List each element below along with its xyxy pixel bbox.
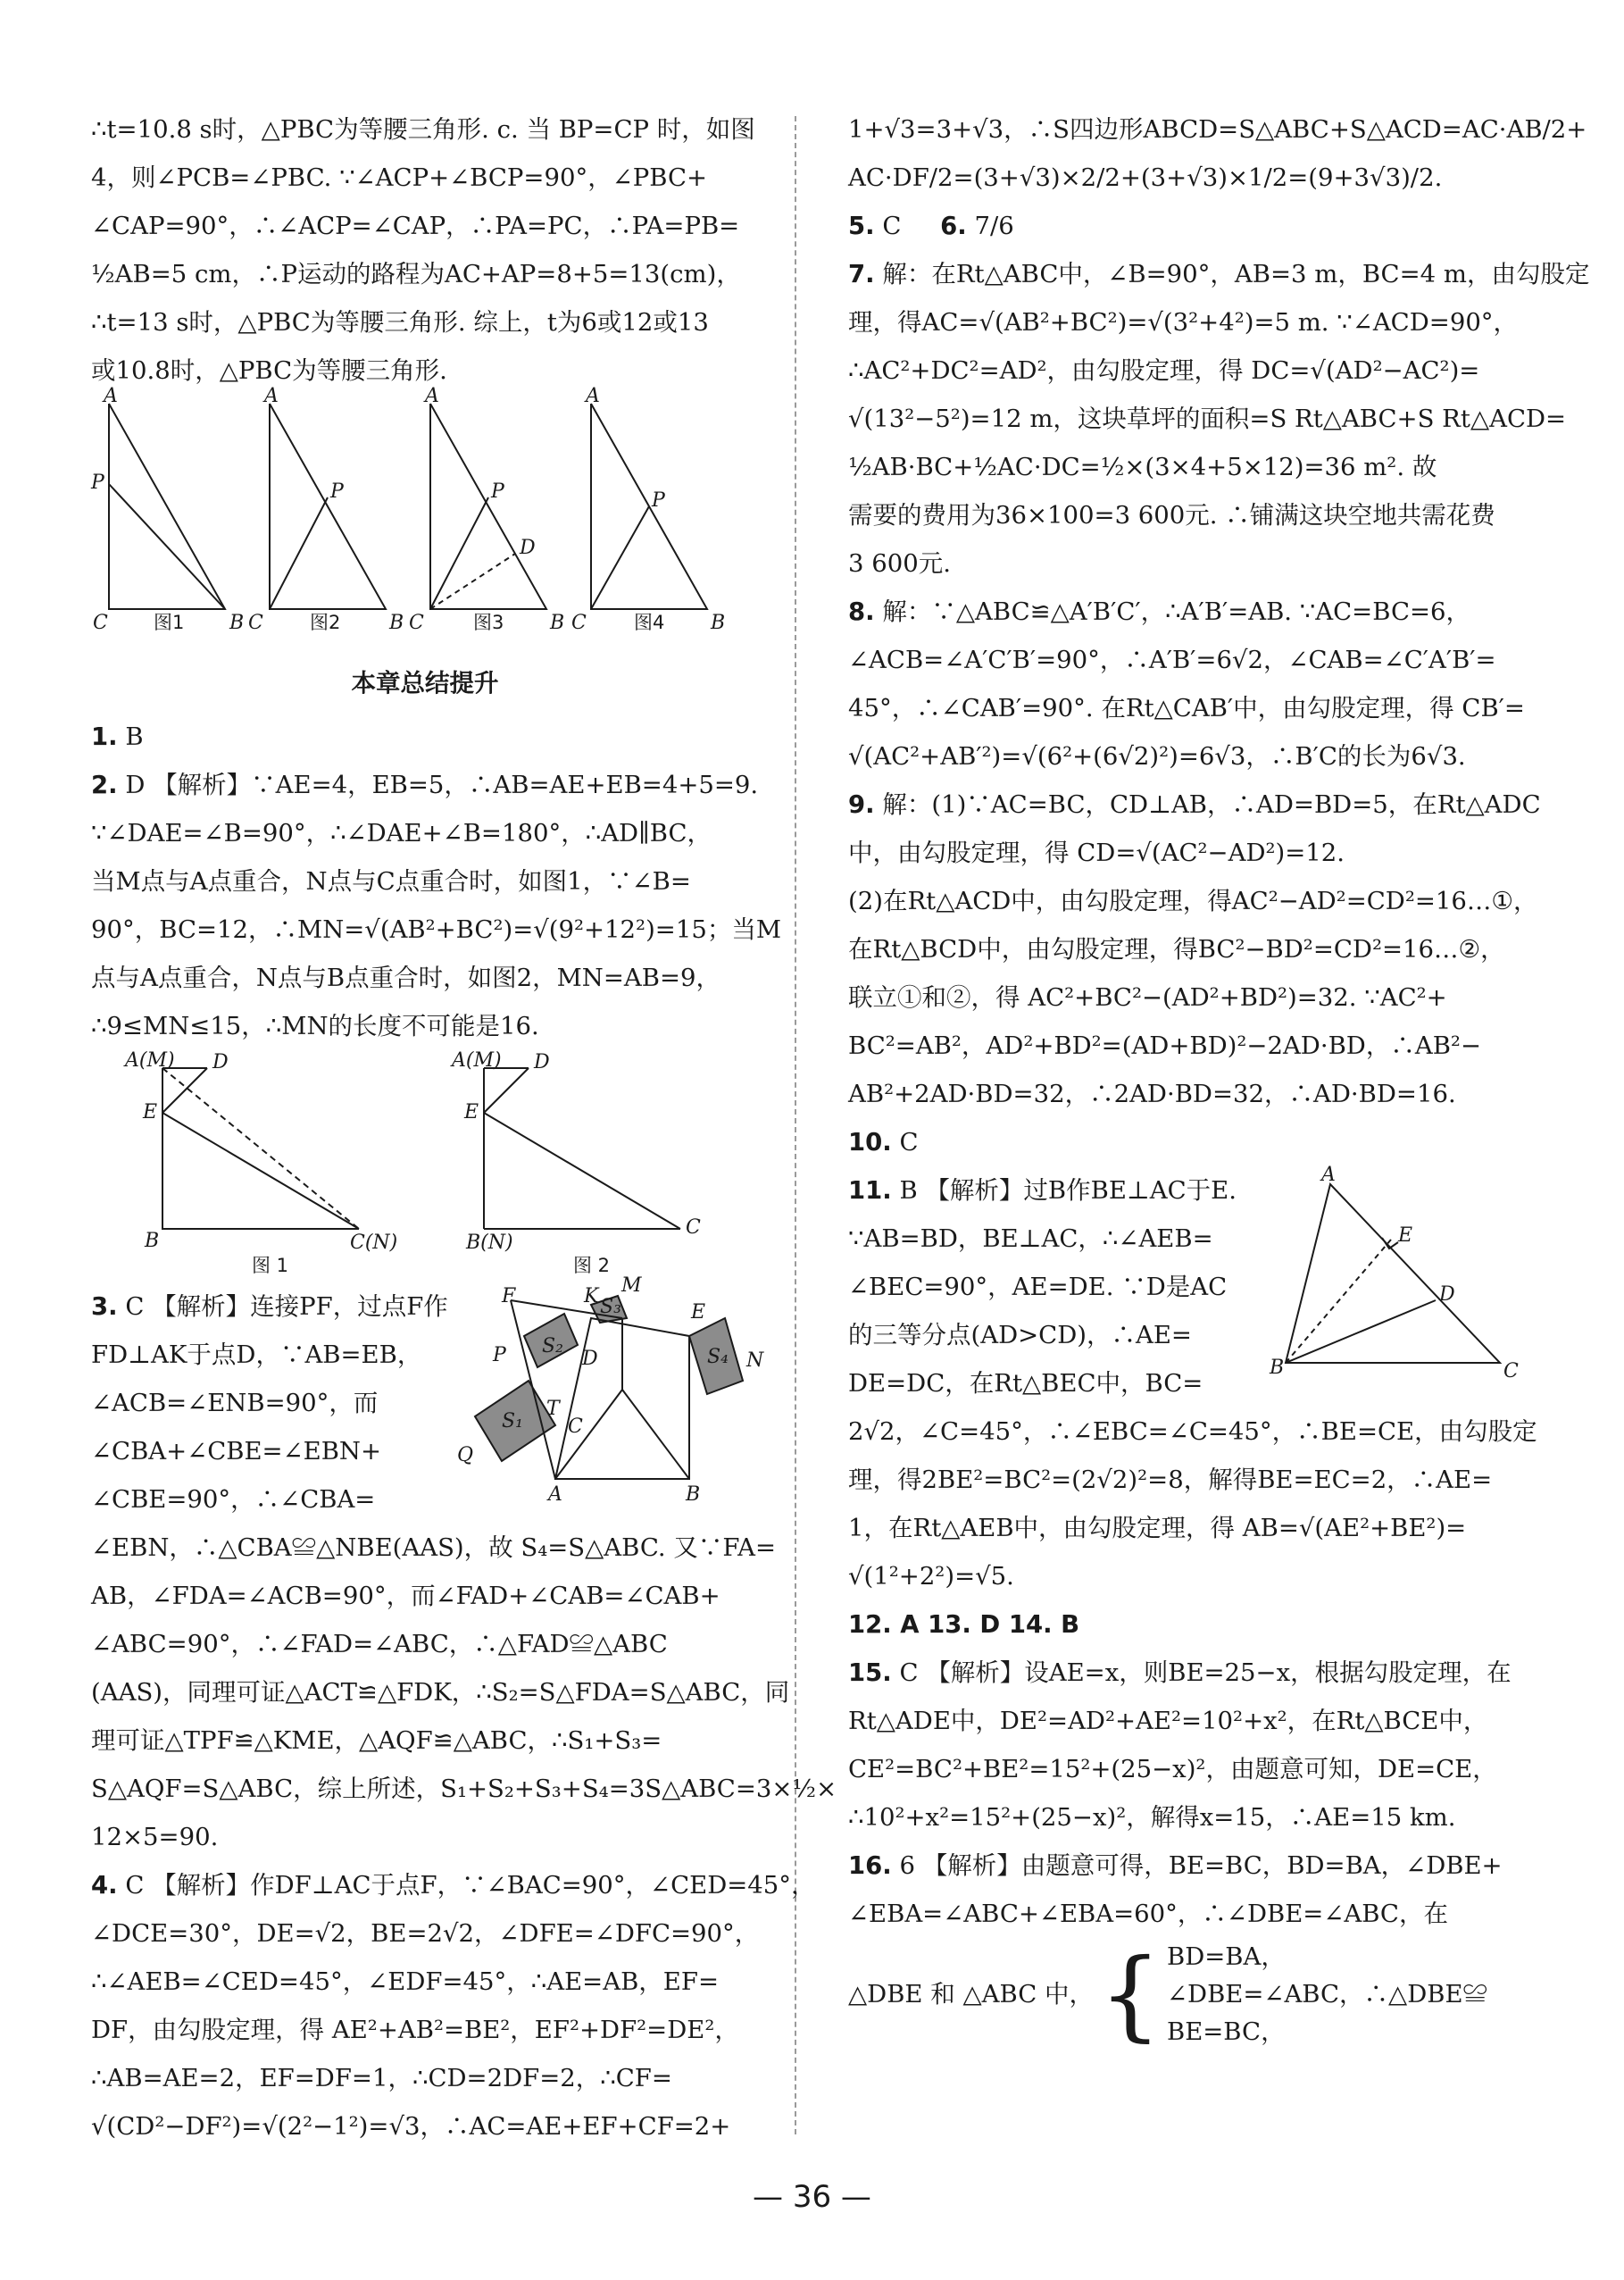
label-cn: C(N) <box>350 1232 398 1254</box>
answer-text: B <box>125 722 144 751</box>
system-lead: △DBE 和 △ABC 中， <box>848 1980 1094 2009</box>
text-line: √(CD²−DF²)=√(2²−1²)=√3，∴AC=AE+EF+CF=2+ <box>91 2112 731 2141</box>
text-line: 解：在Rt△ABC中，∠B=90°，AB=3 m，BC=4 m，由勾股定 <box>882 260 1590 288</box>
text-line: 2√2，∠C=45°，∴∠EBC=∠C=45°，∴BE=CE，由勾股定 <box>848 1417 1537 1446</box>
text-line: C 【解析】连接PF，过点F作 <box>125 1292 448 1321</box>
triangle-abc-figure <box>1268 1166 1520 1407</box>
text-line: ∴9≤MN≤15，∴MN的长度不可能是16. <box>91 1012 539 1040</box>
text-line: √(AC²+AB′²)=√(6²+(6√2)²)=6√3，∴B′C的长为6√3. <box>848 742 1466 771</box>
label-s1: S₁ <box>502 1410 523 1432</box>
text-line: ∠CBA+∠CBE=∠EBN+ <box>91 1437 382 1466</box>
label-a: A <box>425 385 439 407</box>
label-bn: B(N) <box>466 1232 513 1254</box>
answer-3-line <box>91 1282 448 1331</box>
text-line: 解：∵△ABC≌△A′B′C′，∴A′B′=AB. ∵AC=BC=6， <box>882 597 1471 626</box>
answer-5-6 <box>848 202 1520 250</box>
question-number: 9. <box>848 790 875 819</box>
text-line: 理可证△TPF≌△KME，△AQF≌△ABC，∴S₁+S₃= <box>91 1726 662 1755</box>
figure-caption: 图 2 <box>573 1255 611 1276</box>
label-t: T <box>546 1398 560 1420</box>
question-number: 10. <box>848 1128 892 1157</box>
label-f: F <box>502 1285 516 1307</box>
figure-caption: 图 1 <box>252 1255 289 1276</box>
label-s2: S₂ <box>542 1335 563 1357</box>
label-p: P <box>91 472 104 494</box>
figure-caption: 图4 <box>634 612 665 633</box>
text-line: DE=DC，在Rt△BEC中，BC= <box>848 1369 1203 1398</box>
text-line: 4，则∠PCB=∠PBC. ∵∠ACP+∠BCP=90°，∠PBC+ <box>91 163 708 192</box>
text-line: ∵∠DAE=∠B=90°，∴∠DAE+∠B=180°，∴AD∥BC， <box>91 819 712 848</box>
label-a: A <box>548 1483 562 1506</box>
question-number: 1. <box>91 722 118 751</box>
text-line: 1+√3=3+√3，∴S四边形ABCD=S△ABC+S△ACD=AC·AB/2+ <box>848 115 1587 144</box>
label-b: B <box>1270 1357 1285 1379</box>
squares-figure <box>457 1274 764 1524</box>
left-column <box>91 105 837 2151</box>
text-line: FD⊥AK于点D，∵AB=EB， <box>91 1340 422 1369</box>
answer-2-line <box>91 761 759 809</box>
text-line: D 【解析】∵AE=4，EB=5，∴AB=AE+EB=4+5=9. <box>125 771 759 799</box>
question-number: 6. <box>940 212 967 240</box>
label-d: D <box>1439 1283 1455 1306</box>
brace: { <box>1098 1937 1162 2051</box>
text-line: ∠BEC=90°，AE=DE. ∵D是AC <box>848 1273 1228 1301</box>
text-line: C 【解析】作DF⊥AC于点F，∵∠BAC=90°，∠CED=45°， <box>125 1871 816 1900</box>
figure-caption: 图2 <box>310 612 341 633</box>
answer-text: C <box>899 1128 919 1157</box>
answer-text: 7/6 <box>974 212 1014 240</box>
answer-9-line <box>848 781 1541 829</box>
text-line: DF，由勾股定理，得 AE²+AB²=BE²，EF²+DF²=DE²， <box>91 2016 739 2044</box>
label-k: K <box>584 1285 599 1307</box>
label-s3: S₃ <box>600 1296 621 1318</box>
label-c: C <box>571 612 587 634</box>
label-d: D <box>582 1348 598 1370</box>
label-e: E <box>691 1301 706 1324</box>
answer-7-line <box>848 250 1590 298</box>
label-s4: S₄ <box>707 1346 729 1368</box>
text-line: ½AB=5 cm，∴P运动的路程为AC+AP=8+5=13(cm)， <box>91 260 741 288</box>
question-number: 4. <box>91 1871 118 1900</box>
mn-figures <box>91 1050 759 1282</box>
text-line: 的三等分点(AD>CD)，∴AE= <box>848 1321 1192 1349</box>
text-line: ∴t=10.8 s时，△PBC为等腰三角形. c. 当 BP=CP 时，如图 <box>91 115 755 144</box>
answer-15-line <box>848 1649 1520 1697</box>
label-d: D <box>534 1051 550 1073</box>
answer-16-system <box>848 1938 1520 2050</box>
label-e: E <box>143 1101 158 1123</box>
label-c: C <box>568 1416 583 1438</box>
question-number: 5. <box>848 212 875 240</box>
label-b: B <box>145 1230 160 1252</box>
text-line: ∠ACB=∠ENB=90°，而 <box>91 1389 379 1417</box>
label-p: P <box>330 480 344 503</box>
question-number: 7. <box>848 260 875 288</box>
text-line: Rt△ADE中，DE²=AD²+AE²=10²+x²，在Rt△BCE中， <box>848 1707 1488 1735</box>
text-line: ∠EBA=∠ABC+∠EBA=60°，∴∠DBE=∠ABC，在 <box>848 1900 1448 1928</box>
section-heading: 本章总结提升 <box>351 669 499 697</box>
text-line: 需要的费用为36×100=3 600元. ∴铺满这块空地共需花费 <box>848 501 1495 530</box>
label-p: P <box>493 1344 506 1366</box>
text-line: ∠DCE=30°，DE=√2，BE=2√2，∠DFE=∠DFC=90°， <box>91 1919 760 1948</box>
text-line: AB²+2AD·BD=32，∴2AD·BD=32，∴AD·BD=16. <box>848 1080 1456 1108</box>
answer-text: C <box>882 212 902 240</box>
text-line: ∠ABC=90°，∴∠FAD=∠ABC，∴△FAD≌△ABC <box>91 1630 668 1658</box>
text-line: 6 【解析】由题意可得，BE=BC，BD=BA，∠DBE+ <box>899 1851 1503 1880</box>
text-line: 中，由勾股定理，得 CD=√(AC²−AD²)=12. <box>848 839 1345 867</box>
label-e: E <box>464 1101 479 1123</box>
figure-caption: 图3 <box>473 612 504 633</box>
text-line: C 【解析】设AE=x，则BE=25−x，根据勾股定理，在 <box>899 1658 1512 1687</box>
question-number: 16. <box>848 1851 892 1880</box>
label-b: B <box>389 612 404 634</box>
text-line: ∠CAP=90°，∴∠ACP=∠CAP，∴PA=PC，∴PA=PB= <box>91 212 740 240</box>
system-equations <box>1167 1938 1487 2050</box>
label-a: A <box>264 385 279 407</box>
answer-4-line <box>91 1861 816 1909</box>
answer-3-narrow-text <box>91 1282 448 1524</box>
text-line: ∴t=13 s时，△PBC为等腰三角形. 综上，t为6或12或13 <box>91 308 709 337</box>
answer-3-block <box>91 1274 764 1524</box>
page-number: — 36 — <box>753 2179 871 2215</box>
label-a: A <box>586 385 600 407</box>
text-line: 1，在Rt△AEB中，由勾股定理，得 AB=√(AE²+BE²)= <box>848 1514 1467 1542</box>
label-b: B <box>550 612 565 634</box>
label-d: D <box>520 537 536 559</box>
label-am: A(M) <box>452 1049 502 1072</box>
label-b: B <box>686 1483 701 1506</box>
label-a: A <box>104 385 118 407</box>
right-column <box>848 105 1590 2051</box>
text-line: (2)在Rt△ACD中，由勾股定理，得AC²−AD²=CD²=16…①， <box>848 887 1538 915</box>
answer-11-block <box>848 1166 1520 1407</box>
text-line: ∴AC²+DC²=AD²，由勾股定理，得 DC=√(AD²−AC²)= <box>848 356 1480 385</box>
question-number: 3. <box>91 1292 118 1321</box>
answer-10 <box>848 1118 1520 1166</box>
question-number: 15. <box>848 1658 892 1687</box>
label-q: Q <box>457 1444 474 1466</box>
label-am: A(M) <box>125 1049 175 1072</box>
text-line: 理，得2BE²=BC²=(2√2)²=8，解得BE=EC=2，∴AE= <box>848 1466 1493 1494</box>
text-line: 点与A点重合，N点与B点重合时，如图2，MN=AB=9， <box>91 964 720 992</box>
text-line: ∠CBE=90°，∴∠CBA= <box>91 1485 376 1514</box>
text-line: ∴AB=AE=2，EF=DF=1，∴CD=2DF=2，∴CF= <box>91 2064 672 2092</box>
text-line: √(13²−5²)=12 m，这块草坪的面积=S Rt△ABC+S Rt△ACD= <box>848 405 1567 433</box>
text-line: B 【解析】过B作BE⊥AC于E. <box>899 1176 1237 1205</box>
text-line: 45°，∴∠CAB′=90°. 在Rt△CAB′中，由勾股定理，得 CB′= <box>848 694 1525 722</box>
triangle-figures-1-4 <box>91 385 759 654</box>
label-c: C <box>686 1216 701 1239</box>
label-e: E <box>1398 1224 1413 1247</box>
text-line: 在Rt△BCD中，由勾股定理，得BC²−BD²=CD²=16…②， <box>848 935 1505 964</box>
answer-1 <box>91 713 759 761</box>
answer-11-line <box>848 1166 1259 1215</box>
text-line: 或10.8时，△PBC为等腰三角形. <box>91 356 447 385</box>
question-number: 11. <box>848 1176 892 1205</box>
text-line: AB，∠FDA=∠ACB=90°，而∠FAD+∠CAB=∠CAB+ <box>91 1582 720 1610</box>
answers-12-14: 12. A 13. D 14. B <box>848 1610 1080 1639</box>
question-number: 8. <box>848 597 875 626</box>
answer-8-line <box>848 588 1520 636</box>
label-b: B <box>229 612 245 634</box>
system-line: BE=BC， <box>1166 2017 1286 2046</box>
label-c: C <box>248 612 263 634</box>
text-line: AC·DF/2=(3+√3)×2/2+(3+√3)×1/2=(9+3√3)/2. <box>848 163 1443 192</box>
question-number: 2. <box>91 771 118 799</box>
text-line: 联立①和②，得 AC²+BC²−(AD²+BD²)=32. ∵AC²+ <box>848 983 1447 1012</box>
column-divider <box>795 116 796 2134</box>
text-line: (AAS)，同理可证△ACT≌△FDK，∴S₂=S△FDA=S△ABC，同 <box>91 1678 790 1707</box>
label-d: D <box>212 1051 229 1073</box>
system-line: BD=BA， <box>1166 1942 1286 1971</box>
text-line: CE²=BC²+BE²=15²+(25−x)²，由题意可知，DE=CE， <box>848 1755 1497 1783</box>
text-line: √(1²+2²)=√5. <box>848 1562 1014 1591</box>
system-line: ∠DBE=∠ABC，∴△DBE≌ <box>1166 1980 1488 2009</box>
text-line: 12×5=90. <box>91 1823 219 1851</box>
text-line: ∠ACB=∠A′C′B′=90°，∴A′B′=6√2，∠CAB=∠C′A′B′= <box>848 646 1496 674</box>
text-line: 解：(1)∵AC=BC，CD⊥AB，∴AD=BD=5，在Rt△ADC <box>882 790 1541 819</box>
label-c: C <box>1503 1360 1519 1382</box>
label-a: A <box>1321 1164 1336 1186</box>
answer-11-narrow-text <box>848 1166 1259 1407</box>
label-c: C <box>93 612 108 634</box>
label-p: P <box>491 480 504 503</box>
answer-16-line <box>848 1842 1520 1890</box>
text-line: S△AQF=S△ABC，综上所述，S₁+S₂+S₃+S₄=3S△ABC=3×½× <box>91 1775 837 1803</box>
text-line: 当M点与A点重合，N点与C点重合时，如图1，∵∠B= <box>91 867 691 896</box>
text-line: ∴∠AEB=∠CED=45°，∠EDF=45°，∴AE=AB，EF= <box>91 1967 719 1996</box>
label-n: N <box>746 1349 764 1372</box>
figure-caption: 图1 <box>154 612 185 633</box>
text-line: 理，得AC=√(AB²+BC²)=√(3²+4²)=5 m. ∵∠ACD=90°， <box>848 308 1519 337</box>
label-p: P <box>652 489 665 512</box>
text-line: ∠EBN，∴△CBA≌△NBE(AAS)，故 S₄=S△ABC. 又∵FA= <box>91 1533 777 1562</box>
text-line: ∵AB=BD，BE⊥AC，∴∠AEB= <box>848 1224 1213 1253</box>
text-line: 3 600元. <box>848 549 951 578</box>
label-b: B <box>711 612 726 634</box>
text-line: BC²=AB²，AD²+BD²=(AD+BD)²−2AD·BD，∴AB²− <box>848 1031 1481 1060</box>
text-line: 90°，BC=12，∴MN=√(AB²+BC²)=√(9²+12²)=15；当M <box>91 915 781 944</box>
label-c: C <box>409 612 424 634</box>
text-line: ½AB·BC+½AC·DC=½×(3×4+5×12)=36 m². 故 <box>848 453 1437 481</box>
label-m: M <box>621 1274 642 1297</box>
text-line: ∴10²+x²=15²+(25−x)²，解得x=15，∴AE=15 km. <box>848 1803 1456 1832</box>
